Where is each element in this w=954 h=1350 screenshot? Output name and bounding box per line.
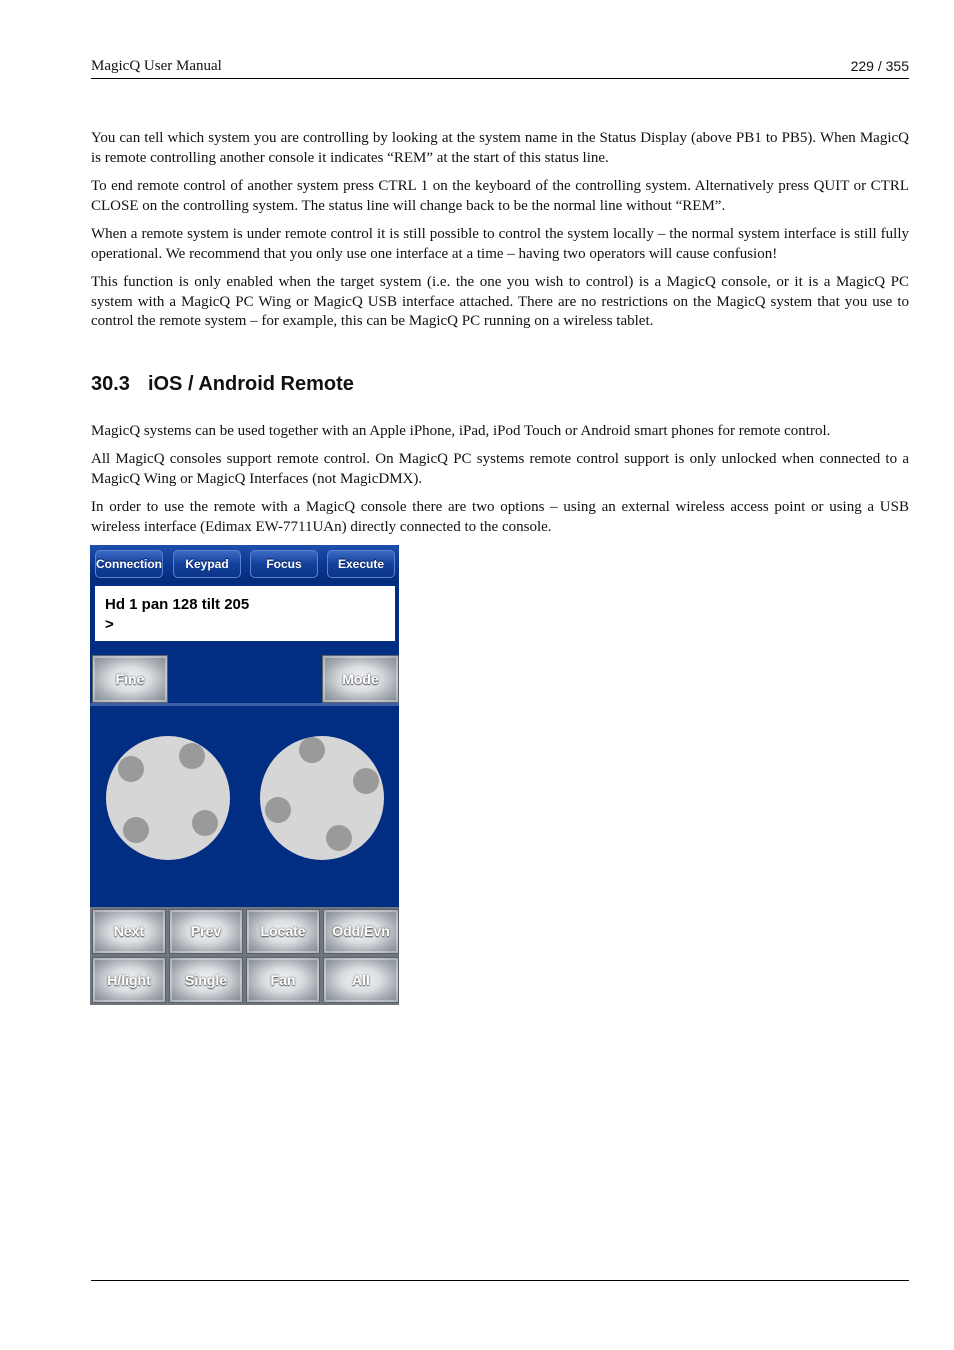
jog-dot: [123, 817, 149, 843]
paragraph: This function is only enabled when the target system (i.e. the one you wish to control) is a MagicQ console, or it is a MagicQ PC system with a MagicQ PC Wing or MagicQ USB interface attached. There are no restrictions on the MagicQ system that you use to control the remote system – for example, this can be MagicQ PC running on a wireless tablet.: [91, 274, 909, 329]
highlight-button[interactable]: H/light: [92, 957, 166, 1003]
jog-dot: [179, 743, 205, 769]
prev-button[interactable]: Prev: [169, 909, 243, 954]
locate-button[interactable]: Locate: [246, 909, 320, 954]
mode-button[interactable]: Mode: [322, 655, 399, 703]
tab-execute[interactable]: Execute: [327, 550, 395, 578]
tab-bar: [90, 545, 399, 583]
fan-button[interactable]: Fan: [246, 957, 320, 1003]
paragraph: To end remote control of another system press CTRL 1 on the keyboard of the controlling system. Alternatively press QUIT or CTRL CLOSE on the controlling system. The status line will change back to be the normal line without “REM”.: [91, 178, 909, 214]
all-button[interactable]: All: [323, 957, 399, 1003]
tab-focus[interactable]: Focus: [250, 550, 318, 578]
jog-dot: [118, 756, 144, 782]
command-prompt: >: [105, 616, 114, 633]
jog-dot: [299, 737, 325, 763]
paragraph: When a remote system is under remote control it is still possible to control the system locally – the normal system interface is still fully operational. We recommend that you only use one interface at a time – having two operators will cause confusion!: [91, 226, 909, 262]
section-heading: [91, 372, 909, 396]
tilt-jog-wheel[interactable]: [260, 736, 384, 860]
page-number: 229 / 355: [850, 58, 909, 74]
tab-keypad[interactable]: Keypad: [173, 550, 241, 578]
paragraph: In order to use the remote with a MagicQ console there are two options – using an external wireless access point or using a USB wireless interface (Edimax EW-7711UAn) directly connected to the console.: [91, 499, 909, 535]
fine-button[interactable]: Fine: [92, 655, 168, 703]
single-button[interactable]: Single: [169, 957, 243, 1003]
paragraph: You can tell which system you are controlling by looking at the system name in the Status Display (above PB1 to PB5). When MagicQ is remote controlling another console it indicates “REM” at the start of this status line.: [91, 130, 909, 166]
remote-app-screenshot: [90, 545, 399, 1005]
manual-title: MagicQ User Manual: [91, 58, 222, 74]
command-text: Hd 1 pan 128 tilt 205: [105, 596, 250, 613]
page-content: [91, 129, 909, 546]
page-header: [91, 58, 909, 79]
jog-dot: [265, 797, 291, 823]
divider: [90, 703, 399, 706]
jog-dot: [192, 810, 218, 836]
tab-connection[interactable]: Connection: [95, 550, 163, 578]
pan-jog-wheel[interactable]: [106, 736, 230, 860]
footer-rule: [91, 1280, 909, 1281]
jog-dot: [326, 825, 352, 851]
section-number: 30.3: [91, 372, 130, 395]
odd-even-button[interactable]: Odd/Evn: [323, 909, 399, 954]
next-button[interactable]: Next: [92, 909, 166, 954]
jog-dot: [353, 768, 379, 794]
command-line-display: [95, 586, 395, 641]
section-title: iOS / Android Remote: [147, 372, 354, 395]
paragraph: MagicQ systems can be used together with an Apple iPhone, iPad, iPod Touch or Android smart phones for remote control.: [91, 422, 831, 439]
paragraph: All MagicQ consoles support remote control. On MagicQ PC systems remote control support is only unlocked when connected to a MagicQ Wing or MagicQ Interfaces (not MagicDMX).: [91, 451, 909, 487]
